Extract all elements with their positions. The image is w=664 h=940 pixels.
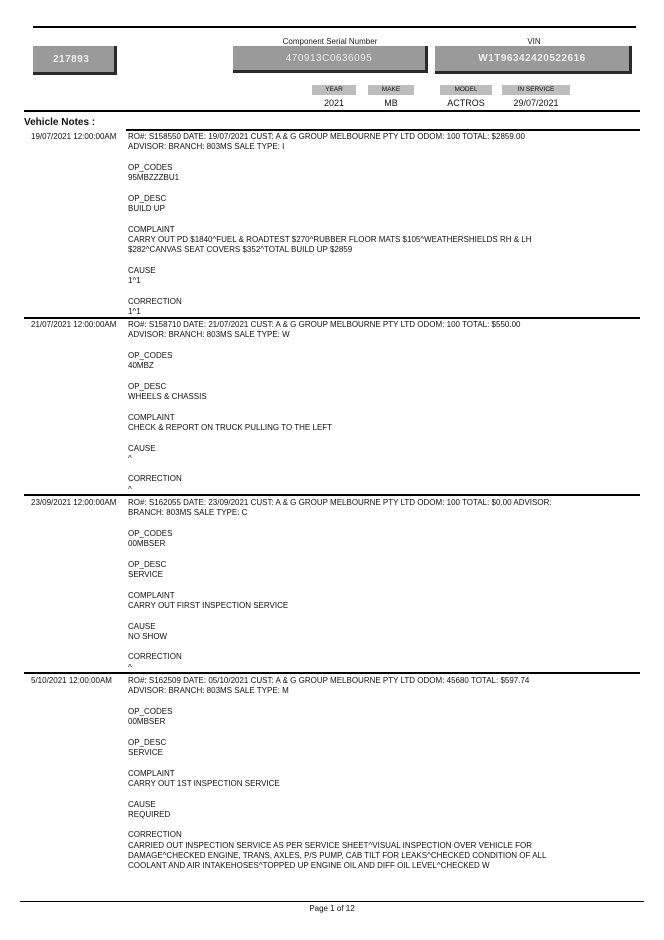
entry-body xyxy=(128,498,560,673)
col-make-label: MAKE xyxy=(368,85,414,95)
complaint-value: CHECK & REPORT ON TRUCK PULLING TO THE LEFT xyxy=(128,422,333,432)
op-codes-label: OP_CODES xyxy=(128,706,173,716)
entry-date: 23/09/2021 12:00:00AM xyxy=(31,498,117,507)
op-codes-label: OP_CODES xyxy=(128,350,173,360)
ro-line: RO#: S162055 DATE: 23/09/2021 CUST: A & G GROUP MELBOURNE PTY LTD ODOM: 100 TOTAL: $0.00 ADVISOR: xyxy=(128,498,552,507)
op-desc-label: OP_DESC xyxy=(128,737,167,747)
complaint-label: COMPLAINT xyxy=(128,590,175,600)
vin-caption: VIN xyxy=(527,37,541,46)
entry-separator xyxy=(24,672,640,674)
col-model-label: MODEL xyxy=(440,85,492,95)
stock-number: 217893 xyxy=(53,53,90,65)
op-desc-label: OP_DESC xyxy=(128,559,167,569)
op-desc-value: BUILD UP xyxy=(128,204,165,214)
entry-date: 19/07/2021 12:00:00AM xyxy=(31,132,117,141)
advisor-line: BRANCH: 803MS SALE TYPE: C xyxy=(128,508,248,518)
complaint-value: $282^CANVAS SEAT COVERS $352^TOTAL BUILD UP $2859 xyxy=(128,245,353,255)
vin-number: W1T96342420522616 xyxy=(478,53,586,64)
complaint-label: COMPLAINT xyxy=(128,224,175,234)
top-rule xyxy=(33,26,636,28)
advisor-line: ADVISOR: BRANCH: 803MS SALE TYPE: I xyxy=(128,142,285,152)
complaint-label: COMPLAINT xyxy=(128,768,175,778)
op-codes-value: 00MBSER xyxy=(128,717,166,727)
vin-box xyxy=(435,46,632,74)
correction-label: CORRECTION xyxy=(128,474,182,484)
correction-label: CORRECTION xyxy=(128,652,182,662)
correction-value: DAMAGE^CHECKED ENGINE, TRANS, AXLES, P/S PUMP, CAB TILT FOR LEAKS^CHECKED CONDITION OF ALL xyxy=(128,851,547,861)
header-bottom-rule xyxy=(24,110,640,112)
serial-caption: Component Serial Number xyxy=(282,37,378,46)
cause-label: CAUSE xyxy=(128,799,156,809)
cause-value: REQUIRED xyxy=(128,809,171,819)
correction-label: CORRECTION xyxy=(128,830,182,840)
complaint-value: CARRY OUT PD $1840^FUEL & ROADTEST $270^RUBBER FLOOR MATS $105^WEATHERSHIELDS RH & LH xyxy=(128,234,532,244)
op-codes-label: OP_CODES xyxy=(128,528,173,538)
op-desc-value: SERVICE xyxy=(128,748,163,758)
cause-label: CAUSE xyxy=(128,621,156,631)
complaint-value: CARRY OUT FIRST INSPECTION SERVICE xyxy=(128,600,289,610)
op-desc-label: OP_DESC xyxy=(128,193,167,203)
complaint-value: CARRY OUT 1ST INSPECTION SERVICE xyxy=(128,778,280,788)
op-desc-value: SERVICE xyxy=(128,570,163,580)
cause-value: ^ xyxy=(128,453,132,463)
op-codes-value: 95MBZZZBU1 xyxy=(128,173,180,183)
correction-label: CORRECTION xyxy=(128,296,182,306)
advisor-line: ADVISOR: BRANCH: 803MS SALE TYPE: M xyxy=(128,686,289,696)
op-codes-value: 40MBZ xyxy=(128,361,154,371)
col-inservice-label: IN SERVICE xyxy=(502,85,570,95)
correction-value: COOLANT AND AIR INTAKEHOSES^TOPPED UP ENGINE OIL AND DIFF OIL LEVEL^CHECKED W xyxy=(128,861,490,871)
ro-line: RO#: S158710 DATE: 21/07/2021 CUST: A & G GROUP MELBOURNE PTY LTD ODOM: 100 TOTAL: $550.00 xyxy=(128,320,521,329)
correction-value: ^ xyxy=(128,662,132,672)
entry-body xyxy=(128,676,560,872)
notes-title: Vehicle Notes : xyxy=(24,117,96,128)
cause-value: NO SHOW xyxy=(128,631,168,641)
cause-label: CAUSE xyxy=(128,265,156,275)
correction-value: CARRIED OUT INSPECTION SERVICE AS PER SERVICE SHEET^VISUAL INSPECTION OVER VEHICLE FOR xyxy=(128,840,532,850)
correction-value: ^ xyxy=(128,484,132,494)
entry-body xyxy=(128,320,560,495)
entry-separator xyxy=(24,494,640,496)
ro-line: RO#: S158550 DATE: 19/07/2021 CUST: A & G GROUP MELBOURNE PTY LTD ODOM: 100 TOTAL: $2859.00 xyxy=(128,132,525,141)
complaint-label: COMPLAINT xyxy=(128,412,175,422)
entry-body xyxy=(128,132,560,317)
stock-number-box xyxy=(33,46,117,75)
serial-number-box xyxy=(233,46,428,73)
entry-separator xyxy=(24,317,640,319)
col-year-value: 2021 xyxy=(323,98,345,108)
op-codes-label: OP_CODES xyxy=(128,162,173,172)
entry-date: 21/07/2021 12:00:00AM xyxy=(31,320,117,329)
serial-number: 470913C0636095 xyxy=(285,52,373,64)
advisor-line: ADVISOR: BRANCH: 803MS SALE TYPE: W xyxy=(128,330,290,340)
op-codes-value: 00MBSER xyxy=(128,539,166,549)
col-year-label: YEAR xyxy=(312,85,356,95)
page-number: Page 1 of 12 xyxy=(309,904,355,913)
op-desc-label: OP_DESC xyxy=(128,381,167,391)
entry-date: 5/10/2021 12:00:00AM xyxy=(31,676,112,685)
op-desc-value: WHEELS & CHASSIS xyxy=(128,392,207,402)
footer-rule xyxy=(20,901,644,902)
col-inservice-value: 29/07/2021 xyxy=(513,98,559,108)
correction-value: 1^1 xyxy=(128,307,141,317)
cause-value: 1^1 xyxy=(128,276,141,286)
ro-line: RO#: S162509 DATE: 05/10/2021 CUST: A & G GROUP MELBOURNE PTY LTD ODOM: 45680 TOTAL: $597.74 xyxy=(128,676,530,685)
entry-separator xyxy=(126,129,640,131)
col-make-value: MB xyxy=(384,98,398,108)
col-model-value: ACTROS xyxy=(447,98,485,108)
cause-label: CAUSE xyxy=(128,443,156,453)
